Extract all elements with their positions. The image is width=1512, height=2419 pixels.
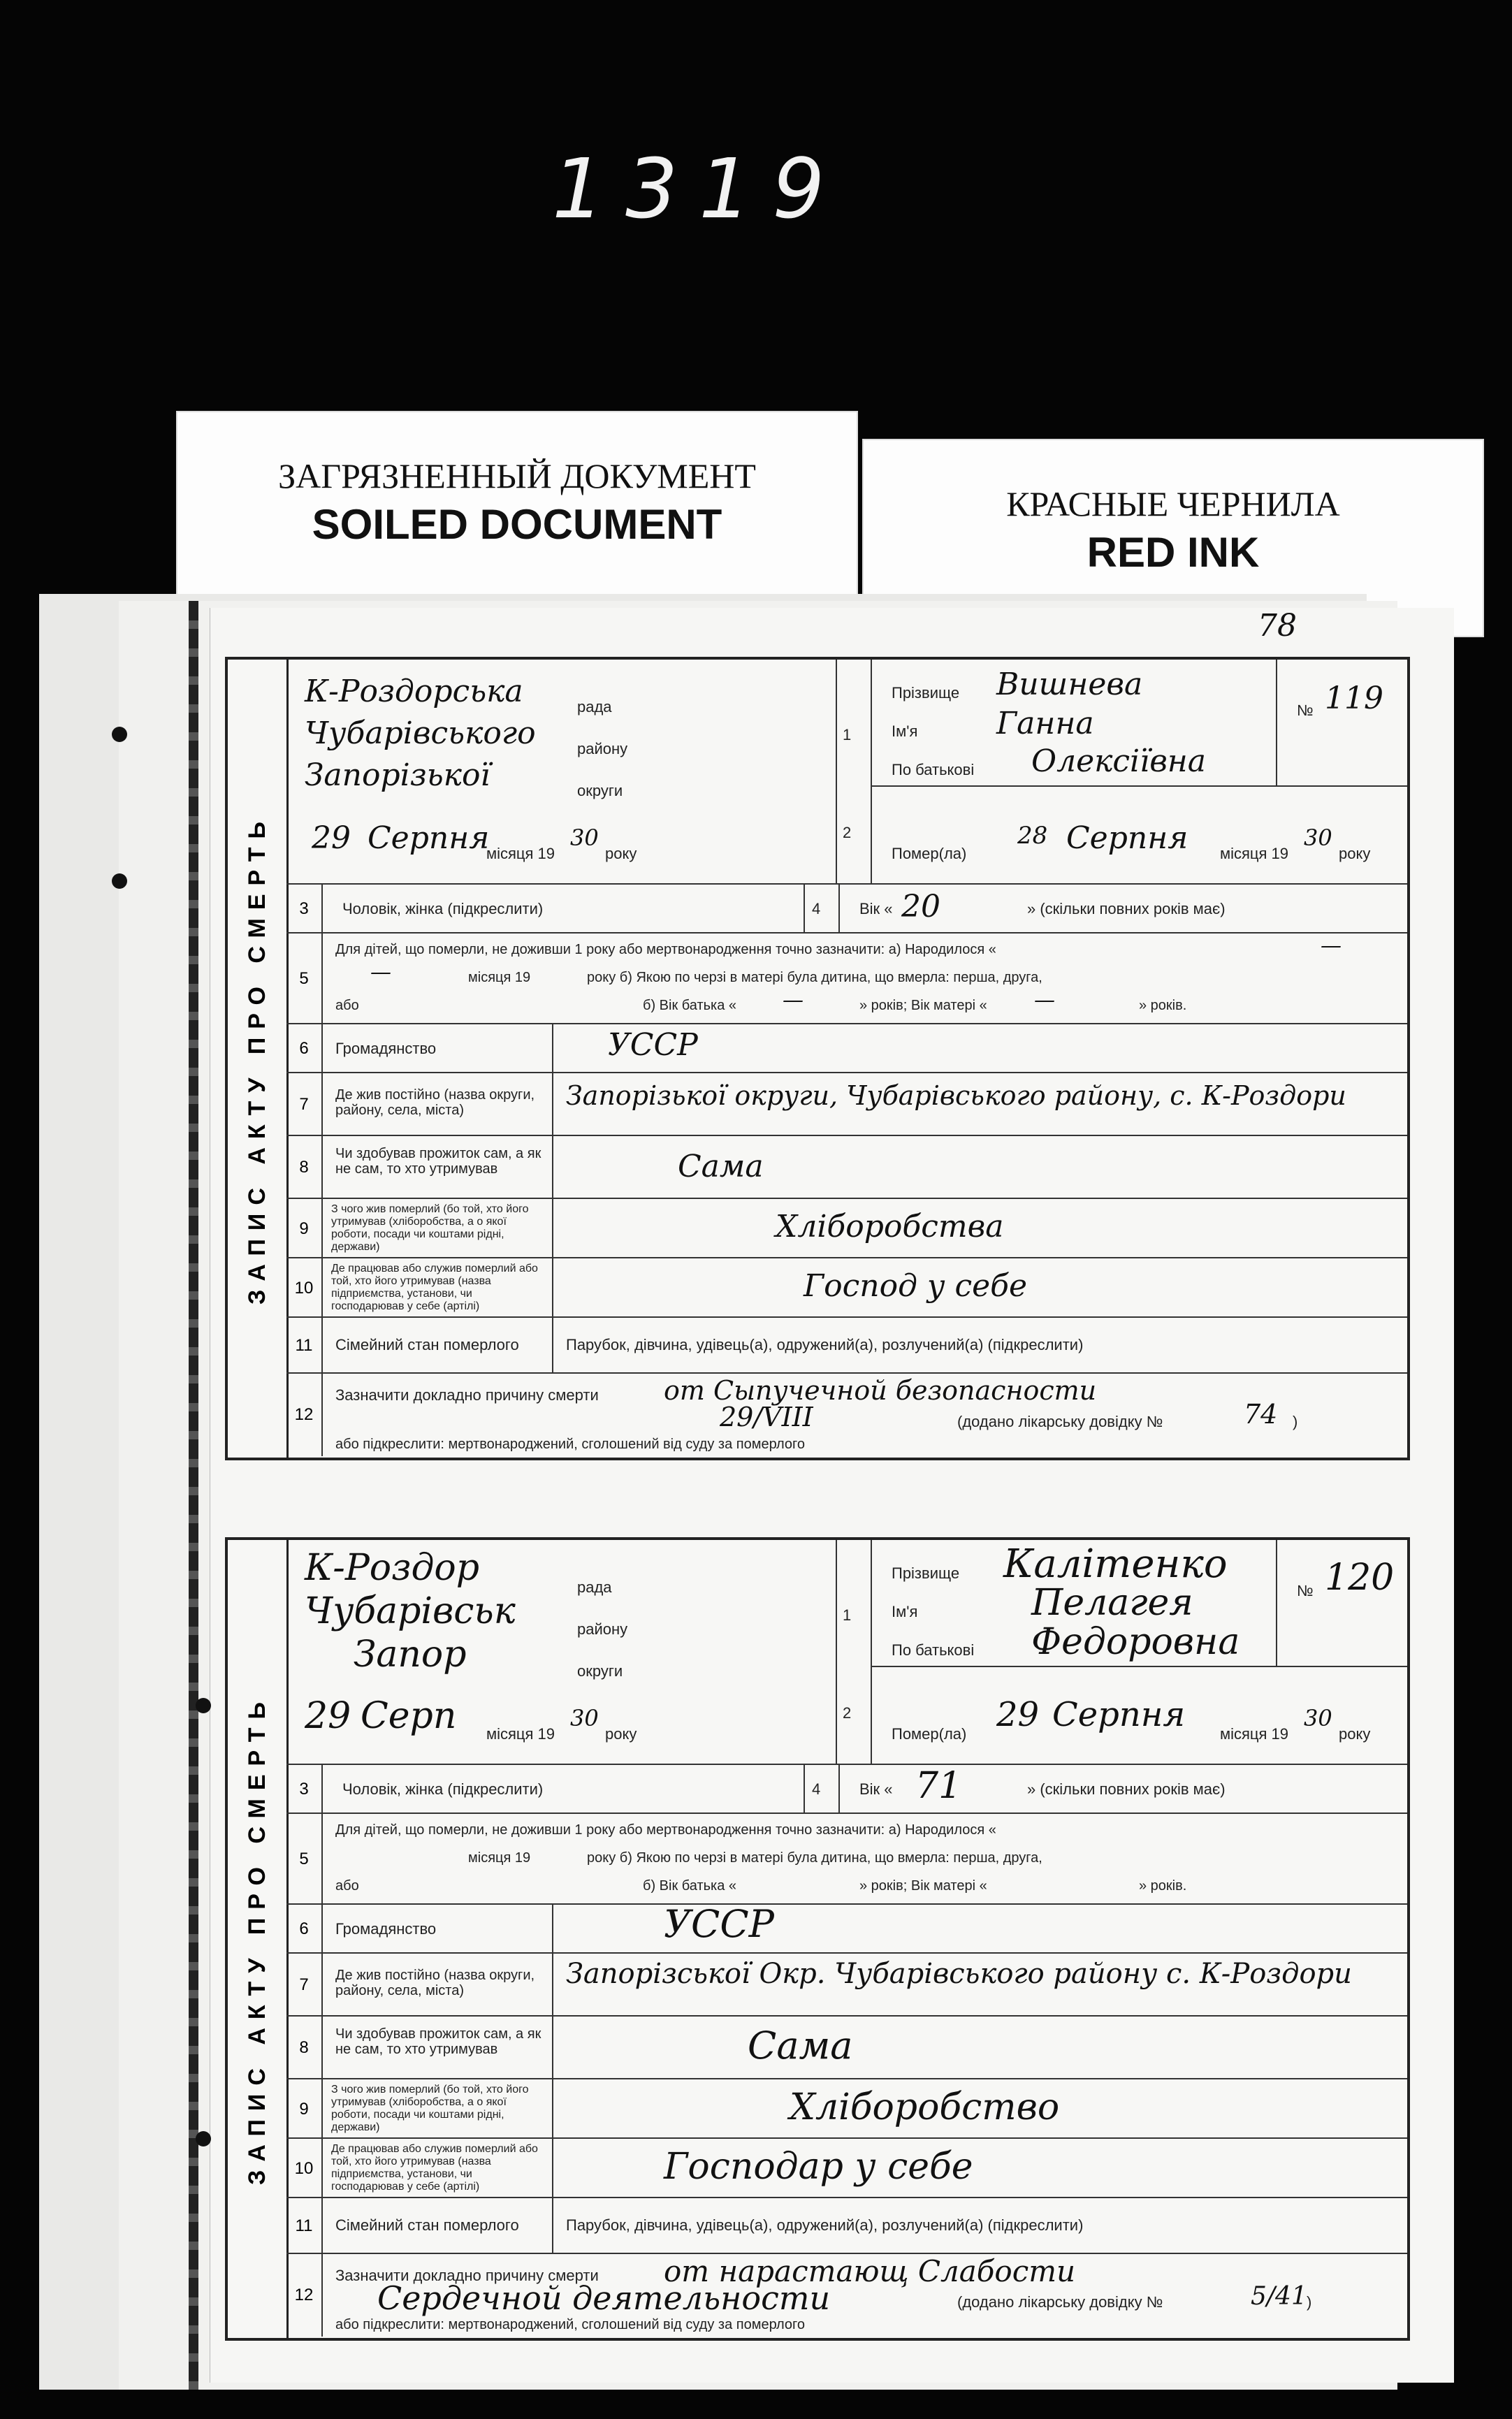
rada-value: К-Роздорська: [305, 674, 523, 709]
citizenship-value: УССР: [608, 1027, 698, 1063]
row-3: 3 Чоловік, жінка (підкреслити) 4 Вік « 71 » (скільки повних років має): [286, 1764, 1407, 1814]
reg-year-label: року: [605, 845, 637, 862]
row-11: 11 Сімейний стан померлого Парубок, дівчина, удівець(а), одружений(а), розлучений(а) (підкреслити): [286, 2197, 1407, 2254]
row-number: 1: [843, 726, 852, 743]
reg-year: 30: [570, 1705, 599, 1731]
row-10: 10 Де працював або служив померлий або той, хто його утримував (назва підприємства, установи, чи господарював у себе (артілі) Господар у себе: [286, 2137, 1407, 2198]
support-value: Сама: [678, 1149, 764, 1184]
surname-value: Калітенко: [1003, 1541, 1228, 1587]
punch-hole: [196, 1698, 211, 1713]
row-12: 12 Зазначити докладно причину смерти от нарастающ Слабости Сердечной деятельности (додано лікарську довідку № 5/41 ) або підкреслити: мертвонароджений, сголошений від суду за померлого: [286, 2253, 1407, 2337]
punch-hole: [196, 2131, 211, 2146]
death-month: Серпня: [1052, 1695, 1186, 1734]
raion-value: Чубарівськ: [305, 1590, 516, 1632]
card-en-text: SOILED DOCUMENT: [312, 501, 722, 548]
raion-value: Чубарівського: [305, 715, 536, 751]
name-value: Пелагея: [1031, 1582, 1193, 1624]
reg-month: Серп: [361, 1695, 457, 1737]
surname-label: Прізвище: [892, 1564, 960, 1582]
died-label: Помер(ла): [892, 1725, 967, 1743]
card-ru-text: КРАСНЫЕ ЧЕРНИЛА: [1006, 484, 1340, 523]
frame-number: 1319: [552, 140, 846, 237]
reg-month-label: місяця 19: [486, 1725, 555, 1743]
row-6: 6 Громадянство УССР: [286, 1903, 1407, 1954]
rada-value: К-Роздор: [305, 1547, 480, 1589]
row-6: 6 Громадянство УССР: [286, 1023, 1407, 1073]
death-year: 30: [1304, 1705, 1332, 1731]
citizenship-value: УССР: [664, 1902, 774, 1946]
row-3: 3 Чоловік, жінка (підкреслити) 4 Вік « 20 » (скільки повних років має): [286, 883, 1407, 934]
page-number: 78: [1258, 608, 1297, 644]
reg-day: 29: [312, 820, 351, 856]
cause-date: Сердечной деятельности: [377, 2279, 831, 2317]
row-7: 7 Де жив постійно (назва округи, району, села, міста) Запорізької округи, Чубарівського району, с. К-Роздори: [286, 1072, 1407, 1136]
row-9: 9 З чого жив померлий (бо той, хто його утримував (хліборобства, а о якої роботи, посади чи коштами рідні, держави) Хліборобство: [286, 2078, 1407, 2139]
row-11: 11 Сімейний стан померлого Парубок, дівчина, удівець(а), одружений(а), розлучений(а) (підкреслити): [286, 1316, 1407, 1374]
row-8: 8 Чи здобував прожиток сам, а як не сам, то хто утримував Сама: [286, 2015, 1407, 2079]
patronymic-value: Федоровна: [1031, 1621, 1240, 1663]
side-title: ЗАПИС АКТУ ПРО СМЕРТЬ: [228, 1540, 289, 2338]
cause-date: 29/VIII: [720, 1402, 813, 1432]
certificate-number: 5/41: [1251, 2282, 1307, 2311]
death-month: Серпня: [1066, 820, 1188, 856]
patronymic-value: Олексіївна: [1031, 743, 1207, 779]
card-en-text: RED INK: [1086, 529, 1260, 576]
raion-label: району: [577, 1620, 628, 1638]
died-label: Помер(ла): [892, 845, 967, 862]
raion-label: району: [577, 740, 628, 757]
livelihood-value: Хліборобства: [776, 1209, 1004, 1244]
name-label: Ім'я: [892, 722, 918, 740]
reg-year: 30: [570, 825, 599, 851]
row-7: 7 Де жив постійно (назва округи, району, села, міста) Запорізської Окр. Чубарівського району с. К-Роздори: [286, 1952, 1407, 2017]
death-year: 30: [1304, 825, 1332, 851]
okruhy-label: округи: [577, 782, 623, 799]
punch-hole: [112, 873, 127, 889]
okruhy-value: Запорізької: [305, 757, 490, 793]
surname-value: Вишнева: [996, 667, 1143, 702]
record-number-label: №: [1297, 1582, 1314, 1599]
certificate-number: 74: [1244, 1399, 1278, 1430]
reg-month-label: місяця 19: [486, 845, 555, 862]
reg-year-label: року: [605, 1725, 637, 1743]
workplace-value: Господ у себе: [804, 1268, 1028, 1304]
row-10: 10 Де працював або служив померлий або той, хто його утримував (назва підприємства, установи, чи господарював у себе (артілі) Господ у себе: [286, 1257, 1407, 1318]
row-9: 9 З чого жив померлий (бо той, хто його утримував (хліборобства, а о якої роботи, посади чи коштами рідні, держави) Хліборобства: [286, 1198, 1407, 1258]
patronymic-label: По батькові: [892, 761, 975, 778]
death-month-label: місяця 19: [1220, 845, 1289, 862]
death-year-label: року: [1339, 845, 1371, 862]
row-8: 8 Чи здобував прожиток сам, а як не сам, то хто утримував Сама: [286, 1135, 1407, 1199]
residence-value: Запорізької округи, Чубарівського району, с. К-Роздори: [566, 1080, 1346, 1111]
cause-value: от нарастающ Слабости: [664, 2254, 1076, 2288]
binding-edge: [189, 601, 198, 2390]
age-value: 20: [901, 889, 940, 924]
workplace-value: Господар у себе: [664, 2146, 973, 2188]
soiled-document-card: [177, 412, 857, 622]
support-value: Сама: [748, 2024, 853, 2068]
record-number: 119: [1325, 681, 1383, 716]
reg-month: Серпня: [368, 820, 490, 856]
death-month-label: місяця 19: [1220, 1725, 1289, 1743]
punch-hole: [112, 727, 127, 742]
okruhy-label: округи: [577, 1662, 623, 1680]
record-number-label: №: [1297, 702, 1314, 719]
card-ru-text: ЗАГРЯЗНЕННЫЙ ДОКУМЕНТ: [278, 456, 756, 495]
death-record-1: [225, 657, 1410, 1460]
rada-label: рада: [577, 698, 612, 715]
cause-value: от Сыпучечной безопасности: [664, 1375, 1097, 1406]
name-label: Ім'я: [892, 1603, 918, 1620]
reg-day: 29: [305, 1695, 351, 1737]
row-number: 1: [843, 1606, 852, 1624]
rada-label: рада: [577, 1578, 612, 1596]
death-day: 28: [1017, 822, 1048, 850]
record-number: 120: [1325, 1557, 1395, 1599]
row-number: 2: [843, 824, 852, 841]
row-number: 2: [843, 1704, 852, 1722]
side-title: ЗАПИС АКТУ ПРО СМЕРТЬ: [228, 660, 289, 1458]
name-value: Ганна: [996, 706, 1094, 741]
residence-value: Запорізської Окр. Чубарівського району с. К-Роздори: [566, 1958, 1352, 1990]
age-value: 71: [915, 1765, 962, 1807]
row-5: 5 Для дітей, що померли, не доживши 1 року або мертвонародження точно зазначити: а) Народилося « — — місяця 19 року б) Якою по черзі в матері була дитина, що вмерла: перша, друга, або б) Вік батька « — » років; Вік матері « — » років.: [286, 932, 1407, 1024]
livelihood-value: Хліборобство: [790, 2086, 1060, 2128]
death-day: 29: [996, 1695, 1040, 1734]
patronymic-label: По батькові: [892, 1641, 975, 1659]
okruhy-value: Запор: [354, 1634, 467, 1676]
row-5: 5 Для дітей, що померли, не доживши 1 року або мертвонародження точно зазначити: а) Народилося « місяця 19 року б) Якою по черзі в матері була дитина, що вмерла: перша, друга, або б) Вік батька « » років; Вік матері « » років.: [286, 1813, 1407, 1905]
death-year-label: року: [1339, 1725, 1371, 1743]
death-record-2: [225, 1537, 1410, 2341]
row-12: 12 Зазначити докладно причину смерти от Сыпучечной безопасности 29/VIII (додано лікарську довідку № 74 ) або підкреслити: мертвонароджений, сголошений від суду за померлого: [286, 1372, 1407, 1456]
surname-label: Прізвище: [892, 684, 960, 702]
